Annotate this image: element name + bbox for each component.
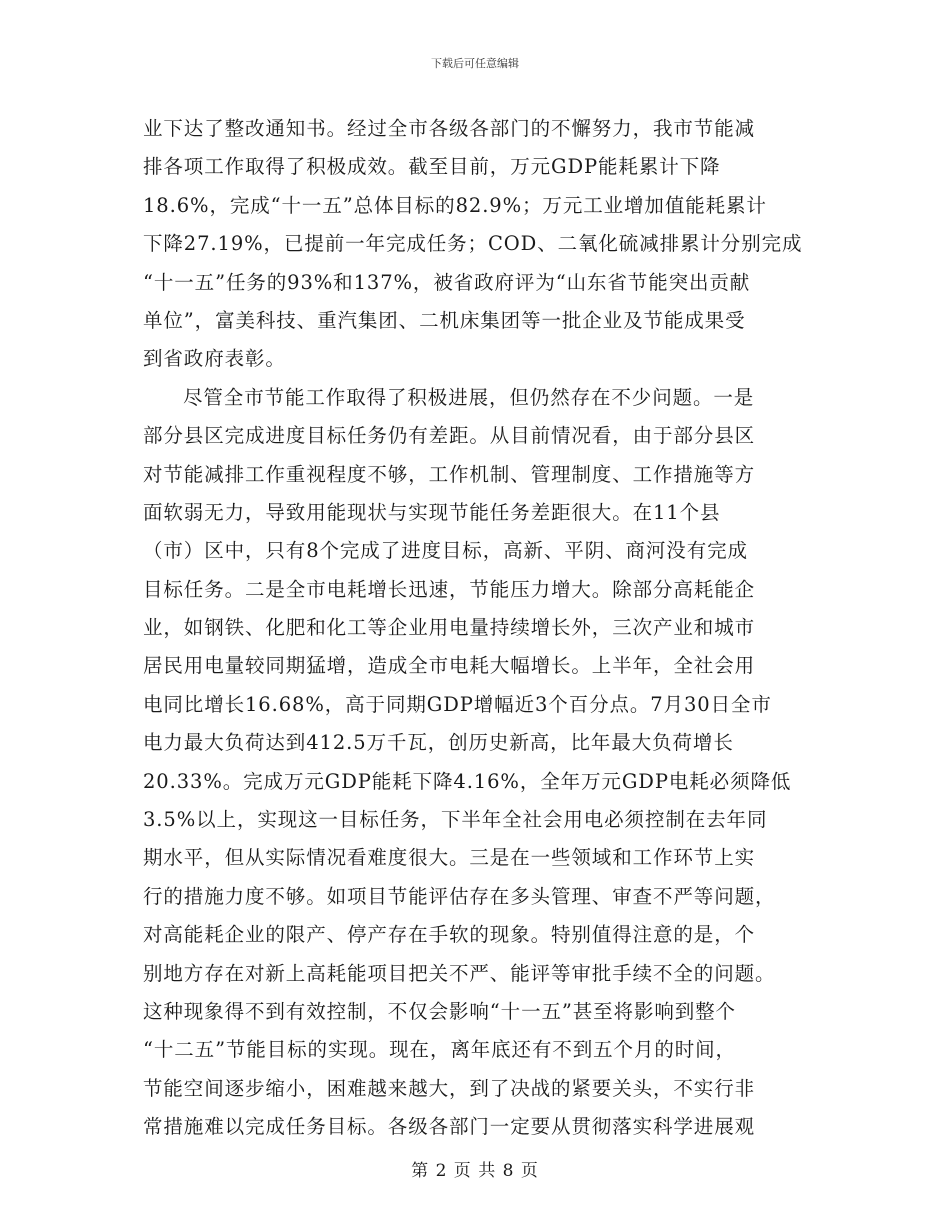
text-line: 排各项工作取得了积极成效。截至目前，万元GDP能耗累计下降 — [143, 155, 721, 179]
text-line: 下降27.19%，已提前一年完成任务；COD、二氧化硫减排累计分别完成 — [143, 232, 803, 256]
text-line: 期水平，但从实际情况看难度很大。三是在一些领域和工作环节上实 — [143, 846, 756, 870]
text-line: （市）区中，只有8个完成了进度目标，高新、平阴、商河没有完成 — [143, 539, 748, 563]
text-line: 到省政府表彰。 — [143, 347, 286, 371]
text-line: 节能空间逐步缩小，困难越来越大，到了决战的紧要关头，不实行非 — [143, 1076, 756, 1100]
text-line: “十一五”任务的93%和137%，被省政府评为“山东省节能突出贡献 — [143, 270, 751, 294]
text-line: 居民用电量较同期猛增，造成全市电耗大幅增长。上半年，全社会用 — [143, 654, 756, 678]
text-line: 电力最大负荷达到412.5万千瓦，创历史新高，比年最大负荷增长 — [143, 731, 734, 755]
text-line: 20.33%。完成万元GDP能耗下降4.16%，全年万元GDP电耗必须降低 — [143, 769, 792, 793]
page-header-note: 下载后可任意编辑 — [431, 57, 519, 70]
text-line: 部分县区完成进度目标任务仍有差距。从目前情况看，由于部分县区 — [143, 424, 756, 448]
text-line: 常措施难以完成任务目标。各级各部门一定要从贯彻落实科学进展观 — [143, 1115, 756, 1139]
text-line: 面软弱无力，导致用能现状与实现节能任务差距很大。在11个县 — [143, 500, 721, 524]
text-line: 业，如钢铁、化肥和化工等企业用电量持续增长外，三次产业和城市 — [143, 616, 756, 640]
text-line: 目标任务。二是全市电耗增长迅速，节能压力增大。除部分高耗能企 — [143, 577, 756, 601]
page-footer — [0, 1156, 950, 1181]
text-line: 对节能减排工作重视程度不够，工作机制、管理制度、工作措施等方 — [143, 462, 756, 486]
text-line: 电同比增长16.68%，高于同期GDP增幅近3个百分点。7月30日全市 — [143, 692, 772, 716]
text-line: 18.6%，完成“十一五”总体目标的82.9%；万元工业增加值能耗累计 — [143, 193, 767, 217]
text-line: 别地方存在对新上高耗能项目把关不严、能评等审批手续不全的问题。 — [143, 961, 776, 985]
page-number-label: 第 2 页 共 8 页 — [411, 1161, 539, 1181]
text-line: 业下达了整改通知书。经过全市各级各部门的不懈努力，我市节能减 — [143, 117, 756, 140]
text-line: 单位”，富美科技、重汽集团、二机床集团等一批企业及节能成果受 — [143, 308, 746, 332]
text-line: 对高能耗企业的限产、停产存在手软的现象。特别值得注意的是，个 — [143, 923, 756, 947]
document-body — [143, 110, 807, 1147]
paragraph-start-line: 尽管全市节能工作取得了积极进展，但仍然存在不少问题。一是 — [183, 385, 755, 409]
text-line: “十二五”节能目标的实现。现在，离年底还有不到五个月的时间， — [143, 1038, 736, 1062]
text-line: 3.5%以上，实现这一目标任务，下半年全社会用电必须控制在去年同 — [143, 808, 768, 832]
text-line: 行的措施力度不够。如项目节能评估存在多头管理、审查不严等问题， — [143, 884, 776, 908]
text-line: 这种现象得不到有效控制，不仅会影响“十一五”甚至将影响到整个 — [143, 999, 736, 1023]
